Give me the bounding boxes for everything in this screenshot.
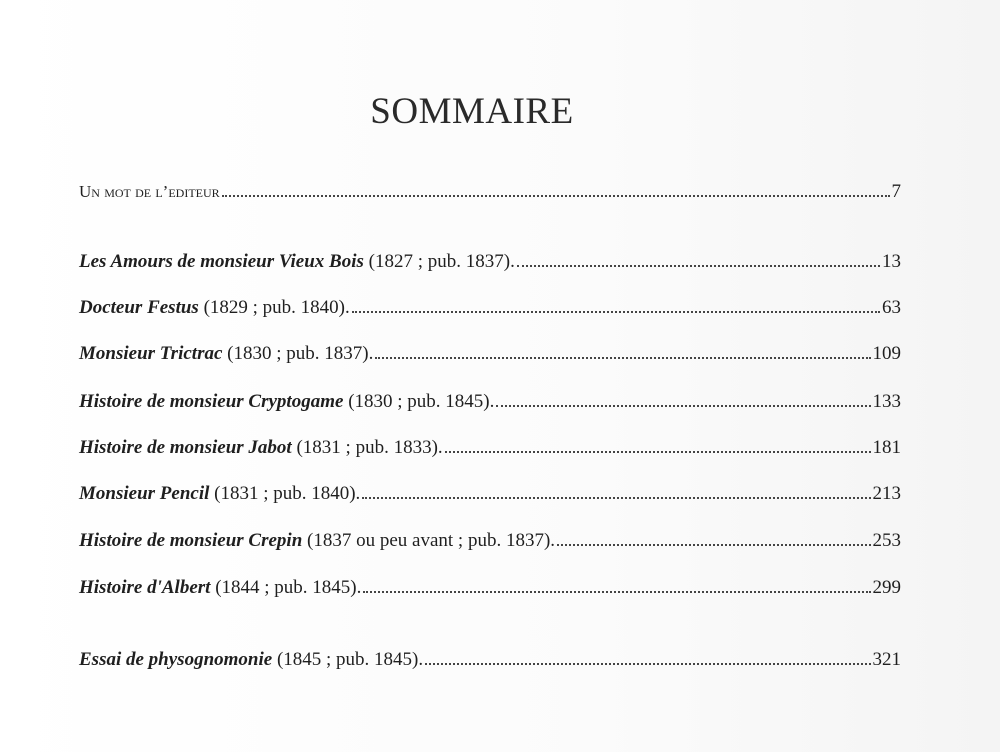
toc-entry-label bbox=[79, 576, 361, 600]
work-title: Histoire de monsieur Jabot bbox=[79, 437, 292, 458]
work-title: Histoire de monsieur Crepin bbox=[79, 530, 303, 551]
toc-entry-label bbox=[79, 250, 515, 274]
toc-page-number: 253 bbox=[872, 530, 901, 551]
toc-page-number: 63 bbox=[882, 297, 901, 318]
toc-page-number: 133 bbox=[872, 391, 901, 412]
work-title: Les Amours de monsieur Vieux Bois bbox=[79, 251, 364, 272]
work-details: (1827 ; pub. 1837). bbox=[363, 251, 515, 272]
toc-page-number: 13 bbox=[882, 251, 901, 272]
toc-entry bbox=[79, 436, 901, 460]
work-details: (1830 ; pub. 1845). bbox=[343, 391, 495, 412]
work-title: Monsieur Trictrac bbox=[79, 343, 223, 364]
toc-page-number: 321 bbox=[872, 649, 901, 670]
toc-page-number: 181 bbox=[872, 437, 901, 458]
dot-leader bbox=[425, 663, 870, 665]
toc-entry bbox=[79, 390, 901, 414]
toc-entry-label bbox=[79, 436, 443, 460]
dot-leader bbox=[375, 357, 870, 359]
work-title: Essai de physognomonie bbox=[79, 649, 273, 670]
toc-page-number: 299 bbox=[872, 577, 901, 598]
toc-entry bbox=[79, 529, 901, 553]
toc-page-number: 7 bbox=[891, 181, 901, 202]
toc-page-number: 109 bbox=[872, 343, 901, 364]
dot-leader bbox=[445, 451, 871, 453]
work-details: (1830 ; pub. 1837). bbox=[222, 343, 374, 364]
page-title: SOMMAIRE bbox=[370, 91, 574, 132]
work-title: Monsieur Pencil bbox=[79, 483, 210, 504]
toc-entry-label bbox=[79, 342, 373, 366]
dot-leader bbox=[222, 195, 890, 197]
work-details: (1837 ou peu avant ; pub. 1837). bbox=[302, 530, 556, 551]
toc-entry-label bbox=[79, 648, 423, 672]
dot-leader bbox=[362, 497, 870, 499]
toc-entry-label bbox=[79, 390, 494, 414]
dot-leader bbox=[363, 591, 870, 593]
toc-entry bbox=[79, 576, 901, 600]
toc-entry bbox=[79, 296, 901, 320]
toc-entry-label: Un mot de l’editeur bbox=[79, 182, 220, 201]
toc-page-number: 213 bbox=[872, 483, 901, 504]
work-title: Histoire d'Albert bbox=[79, 577, 211, 598]
work-details: (1831 ; pub. 1840). bbox=[209, 483, 361, 504]
toc-entry bbox=[79, 250, 901, 274]
dot-leader bbox=[496, 405, 870, 407]
toc-entry bbox=[79, 342, 901, 366]
work-details: (1845 ; pub. 1845). bbox=[272, 649, 424, 670]
dot-leader bbox=[352, 311, 880, 313]
toc-entry bbox=[79, 648, 901, 672]
work-details: (1829 ; pub. 1840). bbox=[198, 297, 350, 318]
toc-entry-label bbox=[79, 296, 350, 320]
work-details: (1831 ; pub. 1833). bbox=[291, 437, 443, 458]
dot-leader bbox=[517, 265, 880, 267]
work-details: (1844 ; pub. 1845). bbox=[210, 577, 362, 598]
toc-entry bbox=[79, 482, 901, 506]
dot-leader bbox=[557, 544, 870, 546]
toc-entry-label bbox=[79, 529, 555, 553]
work-title: Docteur Festus bbox=[79, 297, 199, 318]
toc-entry-label bbox=[79, 482, 360, 506]
toc-entry-intro bbox=[79, 180, 901, 204]
work-title: Histoire de monsieur Cryptogame bbox=[79, 391, 344, 412]
